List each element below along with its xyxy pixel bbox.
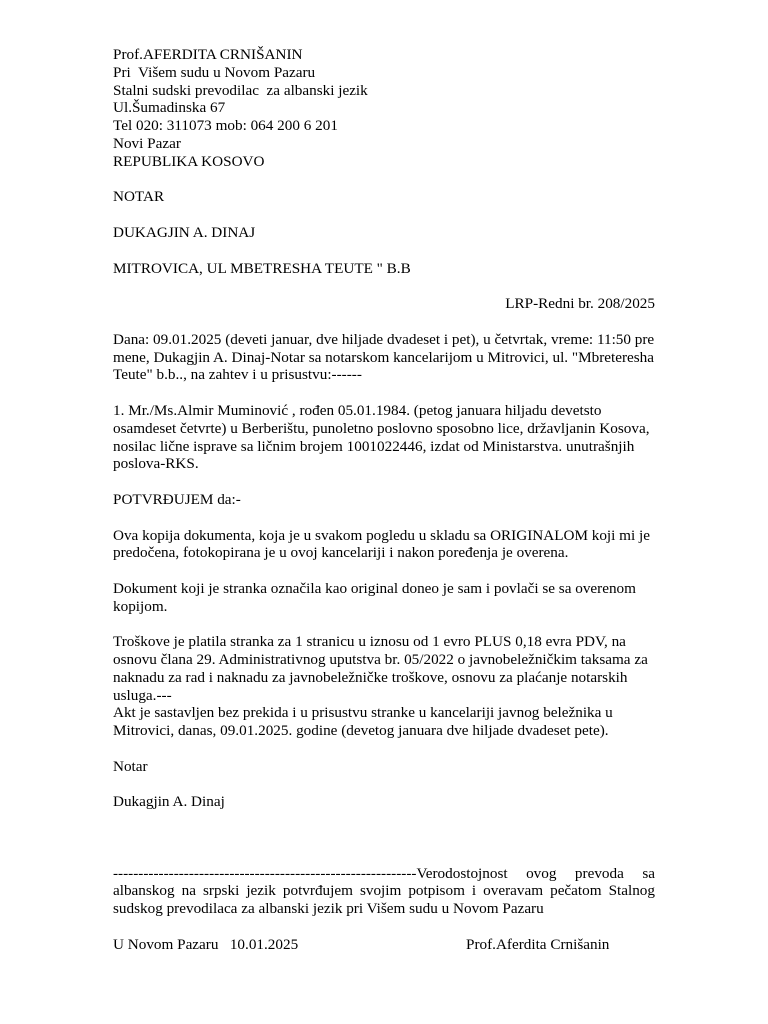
reference-number: LRP-Redni br. 208/2025 [505,295,655,313]
certification-paragraph: ------------------------------------------------------------Verodostojnost ovog prevoda sa albanskog na srpski jezik potvrđujem svojim potpisom i overavam pečatom Stalnog sudskog prevodilaca za albanski jezik pri Višem sudu u Novom Pazaru [113,864,655,918]
translator-city: Novi Pazar [113,134,181,152]
translator-title: Stalni sudski prevodilac za albanski jezik [113,81,368,99]
translator-signature: Prof.Aferdita Crnišanin [466,935,610,953]
translator-court: Pri Višem sudu u Novom Pazaru [113,63,316,81]
signature-name: Dukagjin A. Dinaj [113,793,225,811]
intro-paragraph: Dana: 09.01.2025 (deveti januar, dve hiljade dvadeset i pet), u četvrtak, vreme: 11:50 pre mene, Dukagjin A. Dinaj-Notar sa notarskom kancelarijom u Mitrovici, ul. "Mbreteresha Teute" b.b.., na zahtev i u prisustvu:------ [113,330,655,384]
signature-role: Notar [113,757,148,775]
place-date: U Novom Pazaru 10.01.2025 [113,935,299,953]
translator-street: Ul.Šumadinska 67 [113,99,226,117]
translator-name: Prof.AFERDITA CRNIŠANIN [113,46,303,63]
party-paragraph: 1. Mr./Ms.Almir Muminović , rođen 05.01.1984. (petog januara hiljadu devetsto osamdeset četvrte) u Berberištu, punoletno poslovno sposobno lice, državljanin Kosova, nosilac lične isprave sa ličnim brojem 1001022446, izdat od Ministarstva. unutrašnjih poslova-RKS. [113,401,650,473]
notary-address: MITROVICA, UL MBETRESHA TEUTE " B.B [113,259,411,277]
act-paragraph: Akt je sastavljen bez prekida i u prisustvu stranke u kancelariji javnog beležnika u Mitrovici, danas, 09.01.2025. godine (devetog januara dve hiljade dvadeset pete). [113,704,613,740]
copy-paragraph: Ova kopija dokumenta, koja je u svakom pogledu u skladu sa ORIGINALOM koji mi je predočena, fotokopirana je u ovoj kancelariji i nakon poređenja je overena. [113,526,650,562]
country-heading: REPUBLIKA KOSOVO [113,152,265,170]
notary-title: NOTAR [113,188,165,206]
notary-name: DUKAGJIN A. DINAJ [113,223,256,241]
costs-paragraph: Troškove je platila stranka za 1 stranicu u iznosu od 1 evro PLUS 0,18 evra PDV, na osnovu člana 29. Administrativnog uputstva br. 05/2022 o javnobeležničkim taksama za naknadu za rad i naknadu za javnobeležničke troškove, osnovu za plaćanje notarskih usluga.--- [113,633,648,704]
confirm-heading: POTVRĐUJEM da:- [113,490,241,508]
translator-phone: Tel 020: 311073 mob: 064 200 6 201 [113,117,338,135]
translator-header [113,46,655,171]
original-paragraph: Dokument koji je stranka označila kao original doneo je sam i povlači se sa overenom kopijom. [113,579,636,615]
document-page [113,46,655,954]
footer-row [113,936,655,954]
